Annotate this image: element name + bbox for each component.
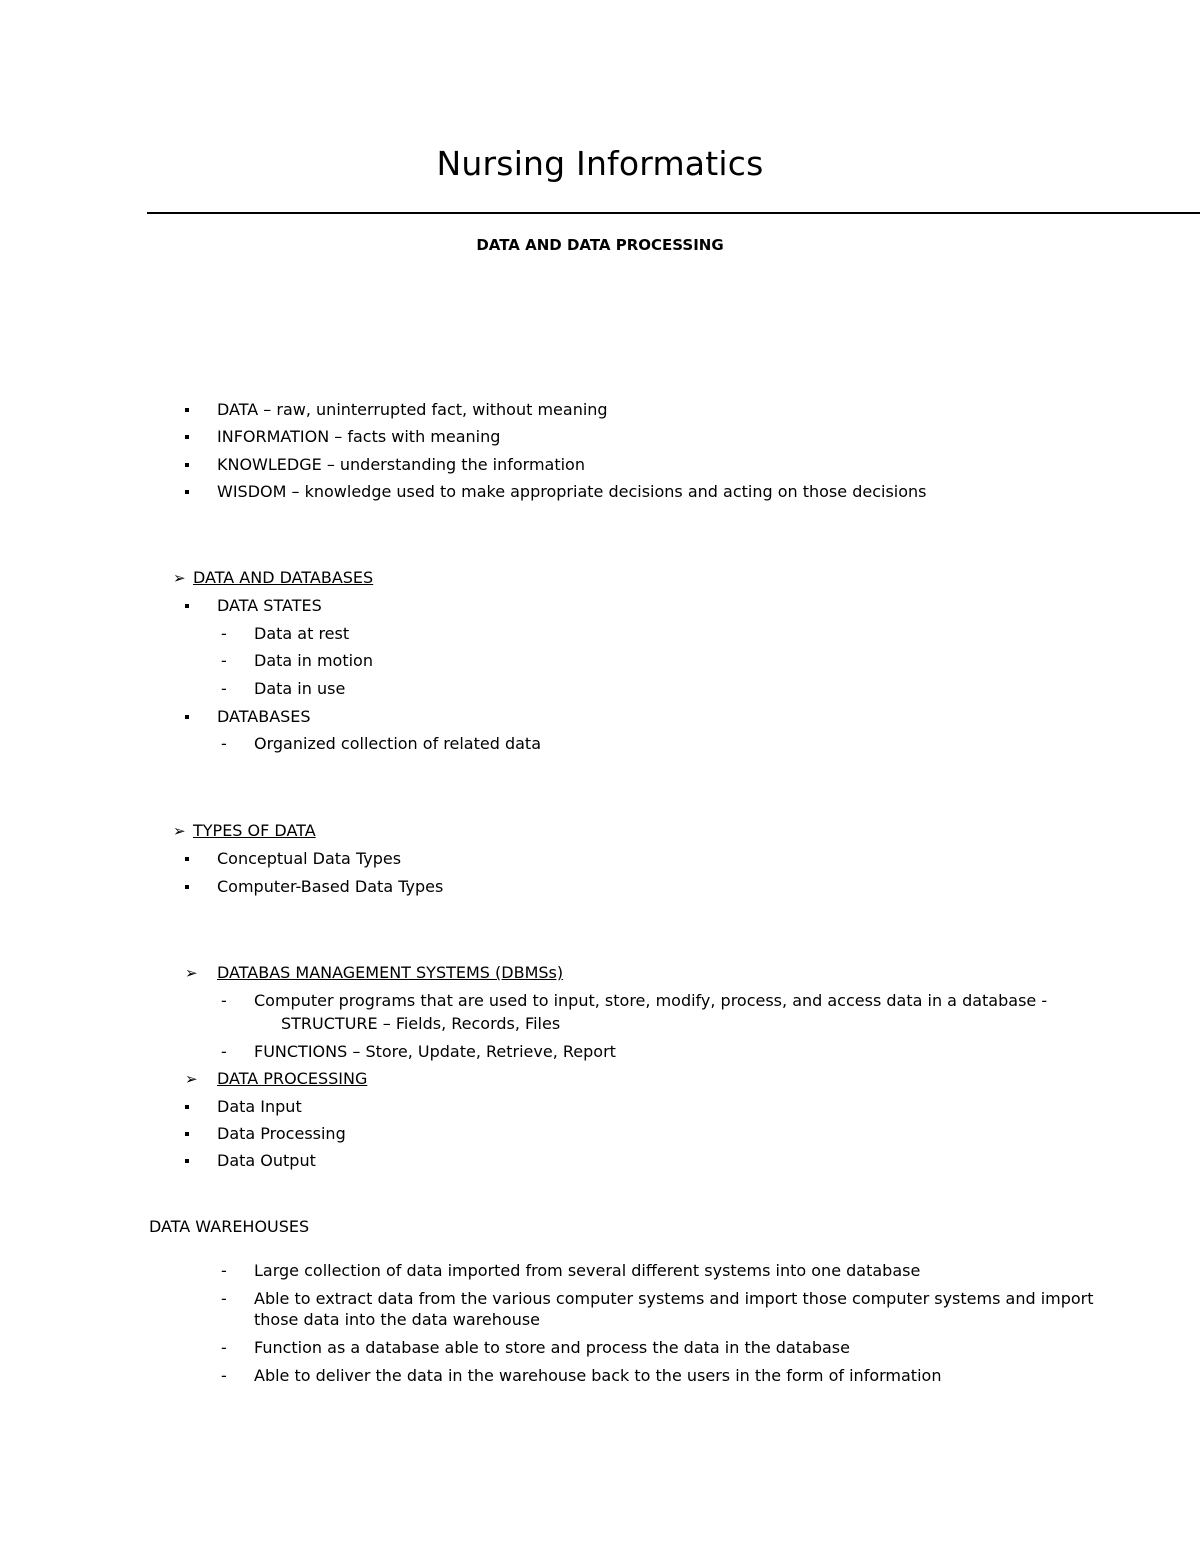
title-rule — [147, 212, 1200, 214]
definition-item: WISDOM – knowledge used to make appropriate decisions and acting on those decisions — [217, 482, 927, 501]
dash-bullet-icon: - — [221, 679, 227, 698]
arrowhead-bullet-icon: ➢ — [185, 1070, 198, 1088]
section-heading-data-processing: DATA PROCESSING — [217, 1069, 368, 1088]
square-bullet-icon — [185, 490, 189, 494]
arrowhead-bullet-icon: ➢ — [173, 569, 186, 587]
list-item: Data Output — [217, 1151, 316, 1170]
list-item: DATABASES — [217, 707, 311, 726]
list-item: Data Input — [217, 1097, 302, 1116]
page-subtitle: DATA AND DATA PROCESSING — [476, 236, 724, 254]
square-bullet-icon — [185, 1132, 189, 1136]
section-heading-dbms: DATABAS MANAGEMENT SYSTEMS (DBMSs) — [217, 963, 564, 982]
square-bullet-icon — [185, 885, 189, 889]
arrowhead-bullet-icon: ➢ — [185, 964, 198, 982]
section-heading-data-and-databases: DATA AND DATABASES — [193, 568, 374, 587]
square-bullet-icon — [185, 435, 189, 439]
sub-list-item: Data at rest — [254, 624, 350, 643]
square-bullet-icon — [185, 1159, 189, 1163]
sub-list-item: Computer programs that are used to input, store, modify, process, and access data in a database - — [254, 991, 1048, 1010]
sub-list-item: Data in motion — [254, 651, 373, 670]
square-bullet-icon — [185, 463, 189, 467]
sub-list-item: Large collection of data imported from several different systems into one database — [254, 1261, 921, 1280]
sub-list-item-continuation: those data into the data warehouse — [254, 1310, 541, 1329]
square-bullet-icon — [185, 604, 189, 608]
definition-item: KNOWLEDGE – understanding the information — [217, 455, 585, 474]
sub-list-item: Able to extract data from the various computer systems and import those computer systems and import — [254, 1289, 1094, 1308]
list-item: Data Processing — [217, 1124, 346, 1143]
section-heading-data-warehouses: DATA WAREHOUSES — [149, 1217, 310, 1236]
arrowhead-bullet-icon: ➢ — [173, 822, 186, 840]
dash-bullet-icon: - — [221, 1338, 227, 1357]
dash-bullet-icon: - — [221, 1042, 227, 1061]
dash-bullet-icon: - — [221, 734, 227, 753]
square-bullet-icon — [185, 857, 189, 861]
sub-list-item: Function as a database able to store and process the data in the database — [254, 1338, 850, 1357]
sub-list-item: Able to deliver the data in the warehouse back to the users in the form of information — [254, 1366, 942, 1385]
dash-bullet-icon: - — [221, 1366, 227, 1385]
list-item: Computer-Based Data Types — [217, 877, 444, 896]
definition-item: DATA – raw, uninterrupted fact, without meaning — [217, 400, 608, 419]
square-bullet-icon — [185, 1105, 189, 1109]
list-item: DATA STATES — [217, 596, 322, 615]
sub-list-item-continuation: STRUCTURE – Fields, Records, Files — [281, 1014, 561, 1033]
dash-bullet-icon: - — [221, 1289, 227, 1308]
section-heading-types-of-data: TYPES OF DATA — [193, 821, 316, 840]
square-bullet-icon — [185, 408, 189, 412]
definition-item: INFORMATION – facts with meaning — [217, 427, 501, 446]
sub-list-item: FUNCTIONS – Store, Update, Retrieve, Report — [254, 1042, 616, 1061]
list-item: Conceptual Data Types — [217, 849, 402, 868]
page-title: Nursing Informatics — [436, 144, 764, 183]
dash-bullet-icon: - — [221, 991, 227, 1010]
sub-list-item: Organized collection of related data — [254, 734, 541, 753]
square-bullet-icon — [185, 715, 189, 719]
dash-bullet-icon: - — [221, 624, 227, 643]
dash-bullet-icon: - — [221, 651, 227, 670]
dash-bullet-icon: - — [221, 1261, 227, 1280]
sub-list-item: Data in use — [254, 679, 346, 698]
